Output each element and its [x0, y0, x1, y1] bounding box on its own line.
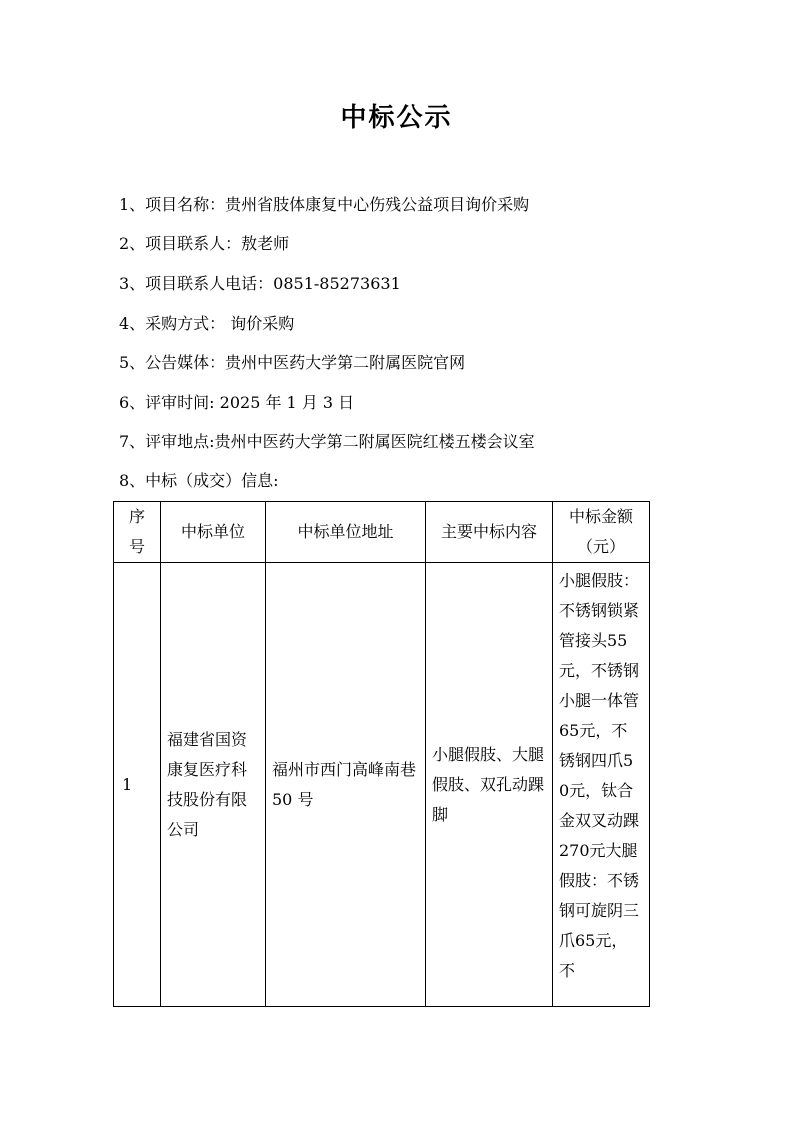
table-header-row [114, 502, 650, 563]
header-address: 中标单位地址 [266, 502, 426, 563]
award-info-heading: 8、中标（成交）信息: [119, 471, 279, 490]
cell-amount: 小腿假肢：不锈钢锁紧管接头55元，不锈钢小腿一体管65元，不锈钢四爪50元，钛合金双叉动踝270元大腿假肢：不锈钢可旋阴三爪65元，不 [553, 563, 650, 1007]
header-company: 中标单位 [161, 502, 266, 563]
award-table [113, 501, 650, 1007]
cell-content: 小腿假肢、大腿假肢、双孔动踝脚 [426, 563, 553, 1007]
project-name-line: 1、项目名称：贵州省肢体康复中心伤残公益项目询价采购 [119, 195, 530, 214]
contact-phone-line: 3、项目联系人电话：0851-85273631 [119, 274, 401, 293]
review-time-line: 6、评审时间: 2025 年 1 月 3 日 [119, 393, 355, 412]
header-content: 主要中标内容 [426, 502, 553, 563]
cell-company: 福建省国资康复医疗科技股份有限公司 [161, 563, 266, 1007]
announcement-media-line: 5、公告媒体：贵州中医药大学第二附属医院官网 [119, 353, 466, 372]
review-location-line: 7、评审地点:贵州中医药大学第二附属医院红楼五楼会议室 [119, 432, 535, 451]
header-seq: 序号 [114, 502, 161, 563]
procurement-method-line: 4、采购方式： 询价采购 [119, 314, 295, 333]
table-row [114, 563, 650, 1007]
cell-address: 福州市西门高峰南巷 50 号 [266, 563, 426, 1007]
page-title: 中标公示 [340, 103, 453, 133]
project-contact-line: 2、项目联系人：敖老师 [119, 234, 290, 253]
header-amount: 中标金额（元） [553, 502, 650, 563]
cell-seq: 1 [114, 563, 161, 1007]
